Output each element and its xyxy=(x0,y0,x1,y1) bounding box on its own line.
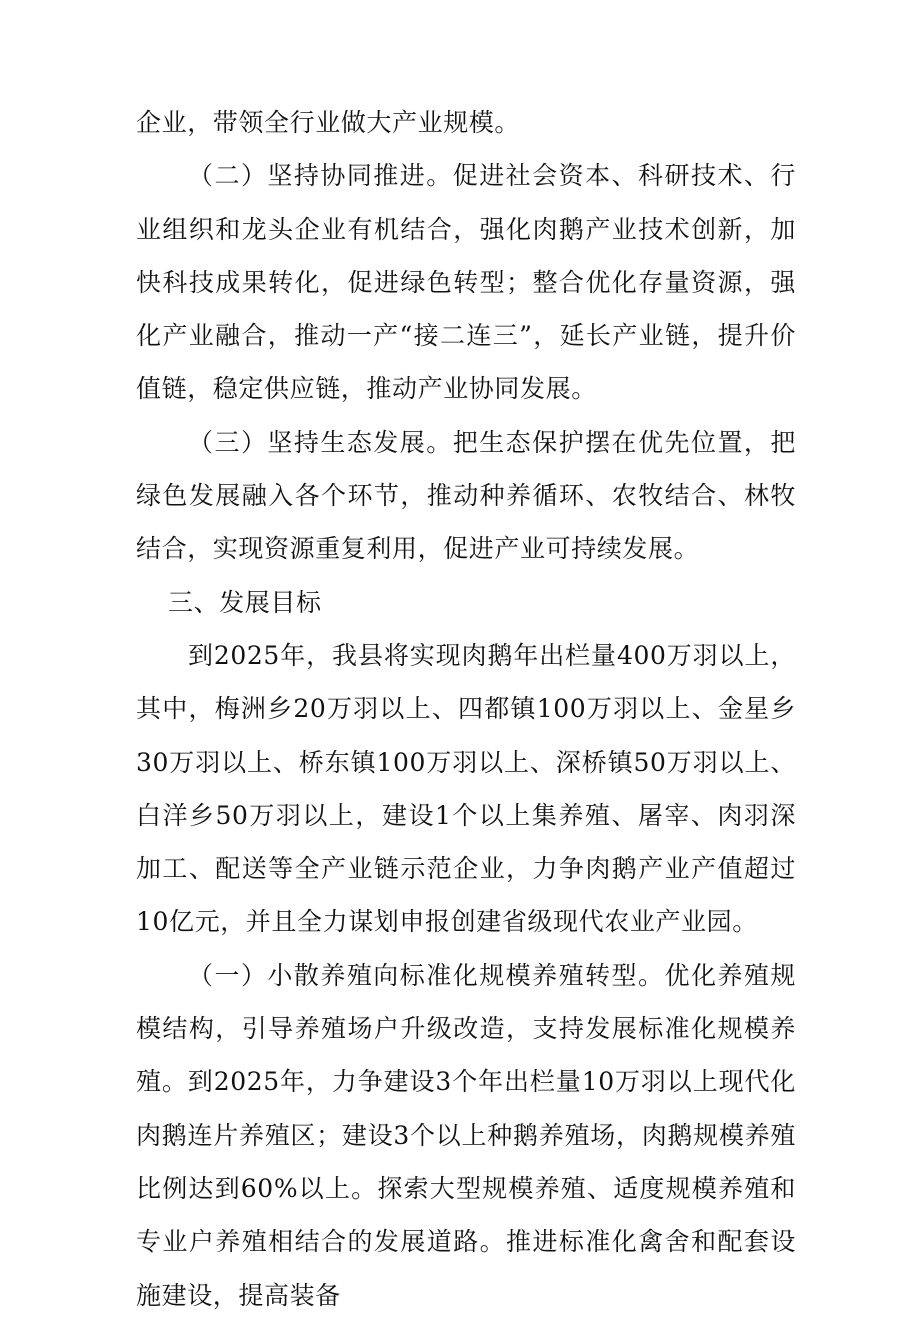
paragraph-ecological-development: （三）坚持生态发展。把生态保护摆在优先位置，把绿色发展融入各个环节，推动种养循环、农牧结合、林牧结合，实现资源重复利用，促进产业可持续发展。 xyxy=(136,427,796,564)
paragraph-2025-targets: 到2025年，我县将实现肉鹅年出栏量400万羽以上，其中，梅洲乡20万羽以上、四都镇100万羽以上、金星乡30万羽以上、桥东镇100万羽以上、深桥镇50万羽以上、白洋乡50万羽以上，建设1个以上集养殖、屠宰、肉羽深加工、配送等全产业链示范企业，力争肉鹅产业产值超过10亿元，并且全力谋划申报创建省级现代农业产业园。 xyxy=(136,640,796,937)
section-heading-development-goals: 三、发展目标 xyxy=(168,587,322,617)
paragraph-collaborative-promotion: （二）坚持协同推进。促进社会资本、科研技术、行业组织和龙头企业有机结合，强化肉鹅产业技术创新，加快科技成果转化，促进绿色转型；整合优化存量资源，强化产业融合，推动一产“接二连三”，延长产业链，提升价值链，稳定供应链，推动产业协同发展。 xyxy=(136,161,796,404)
document-body xyxy=(136,96,796,1322)
paragraph-continuation: 企业，带领全行业做大产业规模。 xyxy=(136,108,521,137)
paragraph-standardized-farming: （一）小散养殖向标准化规模养殖转型。优化养殖规模结构，引导养殖场户升级改造，支持发展标准化规模养殖。到2025年，力争建设3个年出栏量10万羽以上现代化肉鹅连片养殖区；建设3个以上种鹅养殖场，肉鹅规模养殖比例达到60%以上。探索大型规模养殖、适度规模养殖和专业户养殖相结合的发展道路。推进标准化禽舍和配套设施建设，提高装备 xyxy=(136,960,796,1310)
